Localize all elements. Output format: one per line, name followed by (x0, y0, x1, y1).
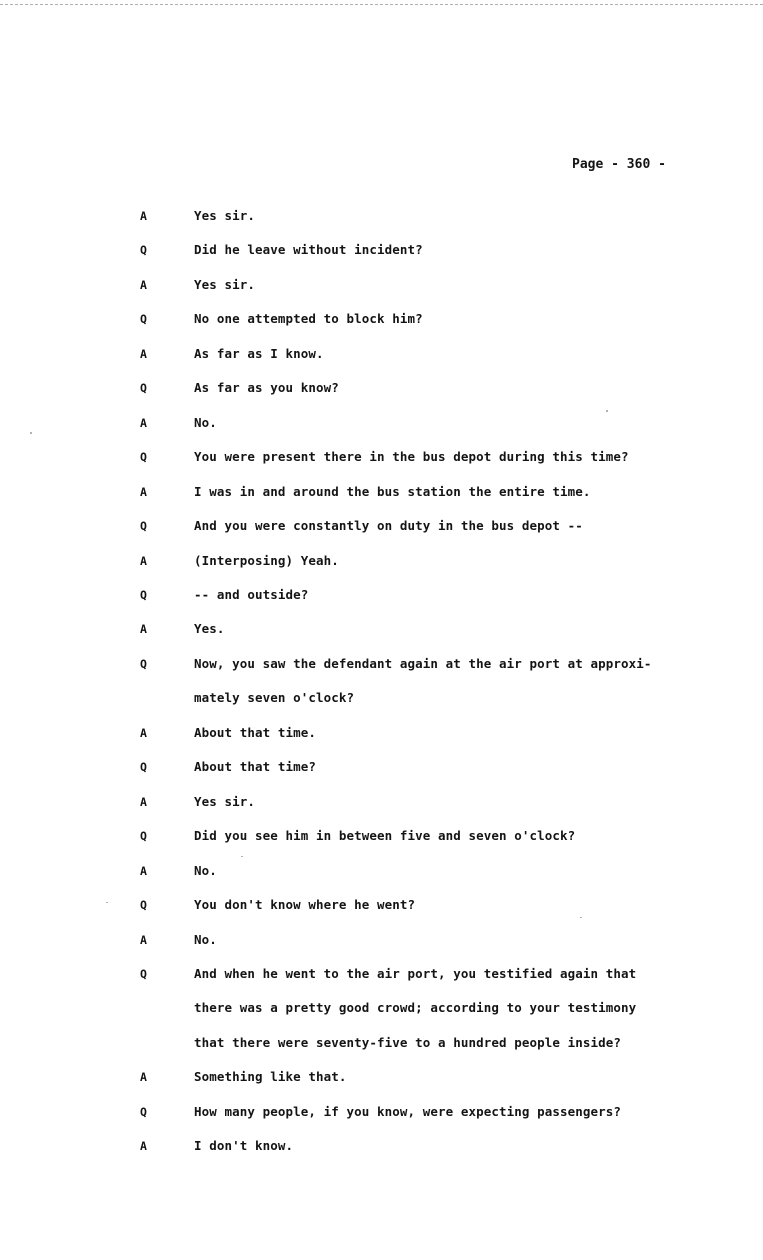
transcript-line-text: About that time? (194, 759, 317, 775)
transcript-line (0, 413, 763, 433)
speaker-question-label: Q (140, 829, 147, 844)
speaker-question-label: Q (140, 898, 147, 912)
transcript-line-text: You don't know where he went? (194, 897, 416, 912)
transcript-line (0, 757, 763, 777)
transcript-line (0, 654, 763, 674)
speaker-question-label: Q (140, 760, 147, 775)
transcript-line-text: Yes sir. (194, 208, 256, 223)
transcript-line (0, 998, 763, 1018)
transcript-line (0, 551, 763, 571)
transcript-line (0, 309, 763, 329)
transcript-line-text: Yes sir. (194, 276, 256, 292)
transcript-line (0, 275, 763, 295)
transcript-line (0, 378, 763, 398)
transcript-line-text: As far as you know? (194, 380, 339, 396)
transcript-line-text: Yes. (194, 621, 225, 637)
speaker-answer-label: A (140, 553, 147, 568)
speaker-question-label: Q (140, 519, 147, 533)
transcript-line-text: I don't know. (194, 1138, 294, 1154)
transcript-line-text: And when he went to the air port, you testified again that (194, 965, 637, 981)
transcript-line (0, 1136, 763, 1156)
transcript-line-text: About that time. (194, 724, 317, 740)
transcript-line (0, 344, 763, 364)
transcript-line (0, 585, 763, 605)
transcript-line-text: Now, you saw the defendant again at the air port at approxi- (194, 655, 652, 671)
transcript-line (0, 516, 763, 536)
speaker-question-label: Q (140, 243, 147, 258)
transcript-line-text: No one attempted to block him? (194, 311, 423, 327)
transcript-line (0, 723, 763, 743)
transcript-line-text: No. (194, 414, 217, 430)
scan-speck (580, 917, 582, 918)
transcript-line (0, 619, 763, 639)
speaker-question-label: Q (140, 312, 147, 327)
transcript-line-text: Yes sir. (194, 793, 256, 809)
speaker-answer-label: A (140, 622, 147, 637)
page-top-edge (0, 4, 763, 5)
transcript-line (0, 206, 763, 226)
transcript-line-text: Did you see him in between five and seven o'clock? (194, 828, 576, 844)
speaker-answer-label: A (140, 277, 147, 292)
transcript-line (0, 930, 763, 950)
scan-speck (30, 432, 32, 434)
transcript-line-text: there was a pretty good crowd; according to your testimony (194, 1000, 637, 1016)
speaker-question-label: Q (140, 588, 147, 602)
transcript-line-text: I was in and around the bus station the entire time. (194, 483, 591, 499)
speaker-answer-label: A (140, 346, 147, 361)
speaker-question-label: Q (140, 450, 147, 465)
transcript-line (0, 688, 763, 708)
speaker-answer-label: A (140, 1139, 147, 1154)
speaker-question-label: Q (140, 656, 147, 671)
transcript-line-text: (Interposing) Yeah. (194, 552, 339, 568)
transcript-line-text: And you were constantly on duty in the bus depot -- (194, 518, 583, 533)
transcript-line-text: How many people, if you know, were expecting passengers? (194, 1103, 622, 1119)
transcript-line (0, 1102, 763, 1122)
transcript-line (0, 447, 763, 467)
speaker-answer-label: A (140, 1070, 147, 1085)
transcript-line (0, 1033, 763, 1053)
transcript-line (0, 826, 763, 846)
transcript-line-text: Did he leave without incident? (194, 242, 423, 258)
page-number: Page - 360 - (572, 157, 666, 172)
scan-speck (241, 856, 243, 857)
transcript-line (0, 861, 763, 881)
speaker-question-label: Q (140, 381, 147, 396)
speaker-answer-label: A (140, 794, 147, 809)
transcript-line (0, 964, 763, 984)
speaker-question-label: Q (140, 1104, 147, 1119)
transcript-line (0, 240, 763, 260)
speaker-question-label: Q (140, 966, 147, 981)
scan-speck (606, 410, 608, 412)
transcript-line (0, 1067, 763, 1087)
transcript-line-text: No. (194, 862, 217, 878)
scan-speck (106, 902, 108, 903)
speaker-answer-label: A (140, 932, 147, 947)
speaker-answer-label: A (140, 415, 147, 430)
transcript-line-text: Something like that. (194, 1069, 347, 1085)
speaker-answer-label: A (140, 725, 147, 740)
transcript-line-text: that there were seventy-five to a hundred people inside? (194, 1034, 622, 1050)
transcript-line-text: -- and outside? (194, 587, 309, 602)
transcript-line-text: You were present there in the bus depot during this time? (194, 449, 629, 465)
transcript-line-text: As far as I know. (194, 345, 324, 361)
transcript-line (0, 792, 763, 812)
speaker-answer-label: A (140, 863, 147, 878)
speaker-answer-label: A (140, 484, 147, 499)
transcript-line-text: mately seven o'clock? (194, 690, 355, 706)
transcript-line (0, 895, 763, 915)
transcript-line-text: No. (194, 931, 217, 947)
speaker-answer-label: A (140, 209, 147, 223)
transcript-line (0, 482, 763, 502)
